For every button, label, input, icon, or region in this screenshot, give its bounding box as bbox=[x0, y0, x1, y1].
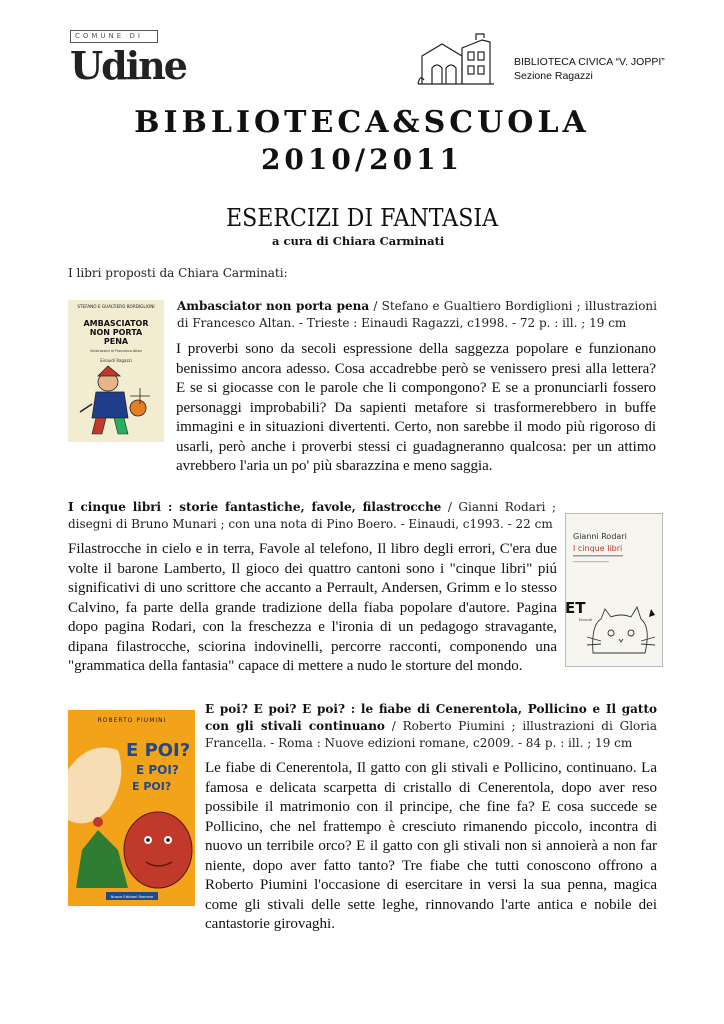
book2-reference bbox=[68, 499, 556, 533]
comune-label: COMUNE DI bbox=[70, 30, 158, 43]
cover1-title-2: NON PORTA bbox=[89, 328, 143, 337]
intro-text: I libri proposti da Chiara Carminati: bbox=[68, 266, 288, 280]
cover3-title-2: E POI? bbox=[136, 763, 179, 777]
book3-reference bbox=[205, 701, 657, 752]
cover1-title-3: PENA bbox=[103, 337, 129, 346]
book2-title: I cinque libri : storie fantastiche, favole, filastrocche bbox=[68, 500, 442, 514]
cover2-author: Gianni Rodari bbox=[573, 532, 627, 541]
cover2-title: I cinque libri bbox=[573, 544, 623, 553]
cover3-title-1: E POI? bbox=[126, 740, 191, 761]
comune-name: Udine bbox=[70, 43, 186, 88]
cover2-series: ET bbox=[565, 599, 586, 617]
book-cover-ambasciator bbox=[68, 300, 164, 442]
library-name-line1: BIBLIOTECA CIVICA “V. JOPPI” bbox=[514, 56, 665, 68]
book2-details: / Gianni Rodari ; disegni di Bruno Munari ; con una nota di Pino Boero. - Einaudi, c1993. - 22 cm bbox=[68, 500, 556, 531]
library-building-icon bbox=[416, 30, 496, 86]
cover3-title-3: E POI? bbox=[132, 780, 172, 793]
cover2-publisher: Einaudi bbox=[579, 618, 592, 622]
book1-title: Ambasciator non porta pena bbox=[177, 299, 370, 313]
cover1-authors: STEFANO E GUALTIERO BORDIGLIONI bbox=[77, 304, 155, 309]
main-title: BIBLIOTECA&SCUOLA bbox=[134, 105, 590, 140]
book2-description: Filastrocche in cielo e in terra, Favole al telefono, Il libro degli errori, C'era due volte il barone Lamberto, Il gioco dei quattro cantoni sono i "cinque libri" piú significativi di uno scrittore che accanto a Perrault, Andersen, Grimm e lo stesso Calvino, fa parte della grande tradizione della fiaba popolare d'autore. Pagina dopo pagina Rodari, con la freschezza e l'ironia di un pedagogo stravagante, dipana filastrocche, sciorina indovinelli, percorre racconti, componendo una "grammatica della fantasia" capace di mettere a nudo le storture del mondo. bbox=[68, 541, 557, 674]
cover3-author: ROBERTO PIUMINI bbox=[97, 717, 167, 724]
cover1-illustrator: Illustrazioni di Francesco Altan bbox=[90, 349, 142, 353]
book3-details: / Roberto Piumini ; illustrazioni di Gloria Francella. - Roma : Nuove edizioni romane, c2009. - 84 p. : ill. ; 19 cm bbox=[205, 719, 657, 750]
comune-logo bbox=[70, 30, 188, 88]
book3-title: E poi? E poi? E poi? : le fiabe di Cenerentola, Pollicino e Il gatto con gli stivali continuano bbox=[205, 702, 657, 733]
library-section: Sezione Ragazzi bbox=[514, 70, 593, 82]
book1-description: I proverbi sono da secoli espressione della saggezza popolare e funzionano benissimo ancora adesso. Cosa accadrebbe però se venissero presi alla lettera? E se si giocasse con le parole che li compongono? E se a pronunciarli fossero personaggi improbabili? Da sapienti metafore si trasformerebbero in buffe immagini e in situazioni divertenti. Certo, non sarebbe il modo più rigoroso di usarli, però anche i proverbi stessi ci guadagneranno qualcosa: per un attimo avrebbero l'aria un po' più sbarazzina e meno saggia. bbox=[176, 341, 656, 474]
book-cover-cinque-libri bbox=[565, 513, 663, 667]
book1-reference bbox=[177, 298, 657, 332]
cover3-publisher: Nuove Edizioni Romane bbox=[110, 895, 154, 899]
book1-details: / Stefano e Gualtiero Bordiglioni ; illustrazioni di Francesco Altan. - Trieste : Einaudi Ragazzi, c1998. - 72 p. : ill. ; 19 cm bbox=[177, 299, 657, 330]
book-cover-e-poi bbox=[68, 710, 195, 906]
book3-description: Le fiabe di Cenerentola, Il gatto con gli stivali e Pollicino, continuano. La famosa e delicata scarpetta di cristallo di Cenerentola, dopo aver reso possibile il matrimonio con il principe, che fine fa? E cosa succede se Pollicino, che nel frattempo è cresciuto rimanendo piccolo, incontra di nuovo un terribile orco? E il gatto con gli stivali non si annoierà a non far niente, dopo aver fatto tanto? Tre fiabe che tutti conoscono offrono a Roberto Piumini l'occasione di esercitare in versi la sua penna, magica come gli stivali delle sette leghe, rinnovando l'arte antica e nobile dei cantastorie girovaghi. bbox=[205, 760, 657, 932]
cover1-title-1: AMBASCIATOR bbox=[83, 319, 149, 328]
library-name bbox=[514, 55, 665, 83]
main-year: 2010/2011 bbox=[260, 143, 464, 176]
curator: a cura di Chiara Carminati bbox=[272, 234, 445, 248]
cover3-illustration bbox=[76, 812, 192, 888]
sub-title: ESERCIZI DI FANTASIA bbox=[225, 204, 499, 232]
cover1-publisher: Einaudi Ragazzi bbox=[100, 358, 132, 363]
